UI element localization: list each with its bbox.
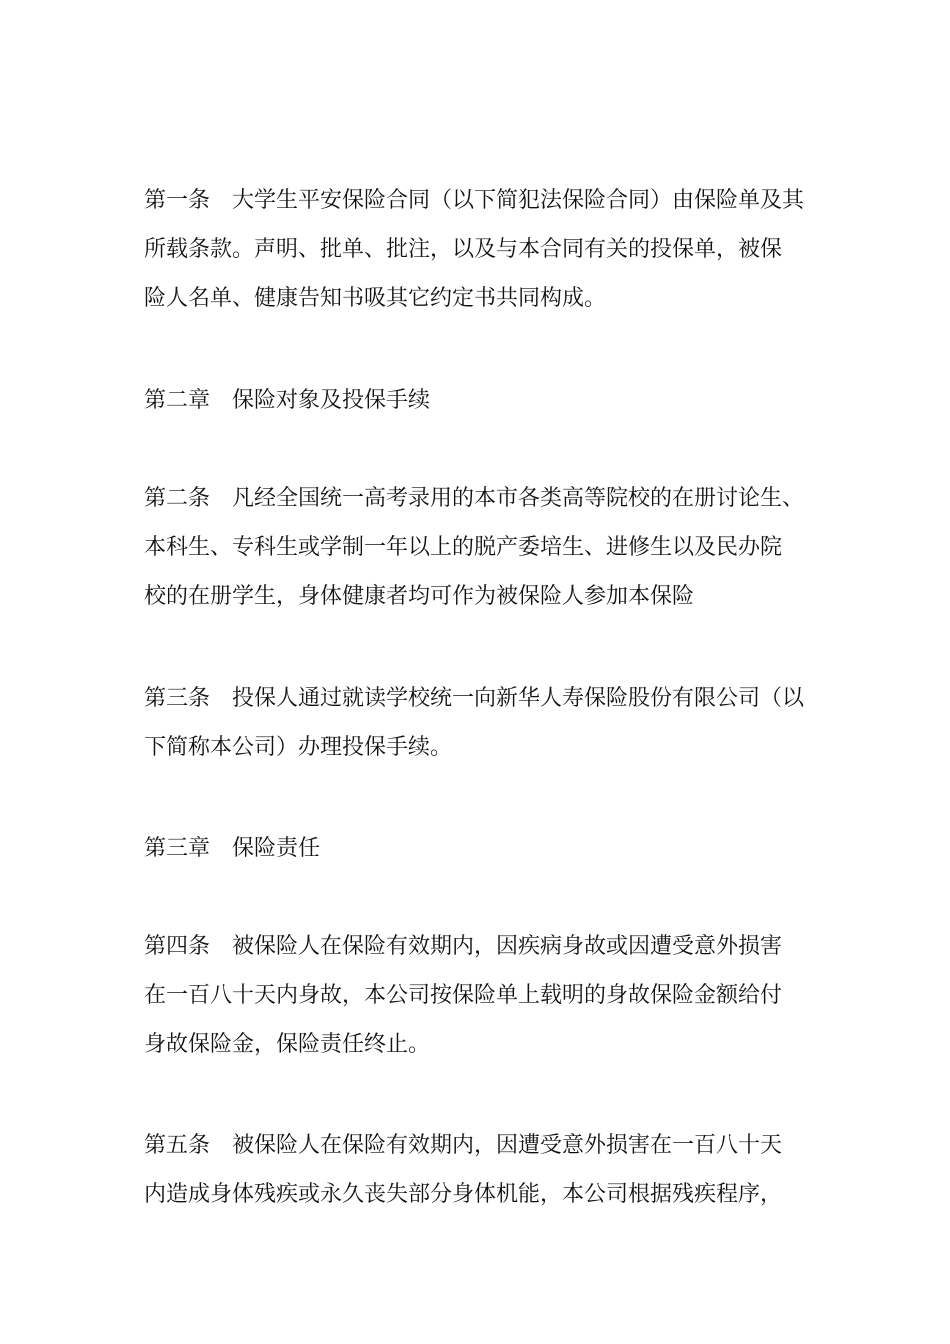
chapter-3-heading	[144, 824, 824, 873]
text-line: 内造成身体残疾或永久丧失部分身体机能，本公司根据残疾程序，	[144, 1182, 783, 1207]
text-line: 第四条 被保险人在保险有效期内，因疾病身故或因遭受意外损害	[144, 934, 783, 959]
text-line: 第五条 被保险人在保险有效期内，因遭受意外损害在一百八十天	[144, 1133, 783, 1158]
chapter-title: 第三章 保险责任	[144, 836, 321, 861]
chapter-2-heading	[144, 376, 824, 425]
text-line: 在一百八十天内身故，本公司按保险单上载明的身故保险金额给付	[144, 983, 783, 1008]
text-line: 第三条 投保人通过就读学校统一向新华人寿保险股份有限公司（以	[144, 686, 805, 711]
article-3-paragraph	[144, 674, 824, 772]
text-line: 校的在册学生，身体健康者均可作为被保险人参加本保险	[144, 584, 695, 609]
text-line: 第一条 大学生平安保险合同（以下简犯法保险合同）由保险单及其	[144, 188, 805, 213]
text-line: 身故保险金，保险责任终止。	[144, 1032, 431, 1057]
text-line: 本科生、专科生或学制一年以上的脱产委培生、进修生以及民办院	[144, 535, 783, 560]
text-line: 第二条 凡经全国统一高考录用的本市各类高等院校的在册讨论生、	[144, 486, 805, 511]
text-line: 所载条款。声明、批单、批注，以及与本合同有关的投保单，被保	[144, 237, 783, 262]
chapter-title: 第二章 保险对象及投保手续	[144, 388, 431, 413]
text-line: 险人名单、健康告知书吸其它约定书共同构成。	[144, 286, 607, 311]
article-2-paragraph	[144, 474, 824, 621]
article-1-paragraph	[144, 176, 824, 323]
article-5-paragraph	[144, 1121, 824, 1219]
article-4-paragraph	[144, 922, 824, 1069]
text-line: 下简称本公司）办理投保手续。	[144, 735, 453, 760]
